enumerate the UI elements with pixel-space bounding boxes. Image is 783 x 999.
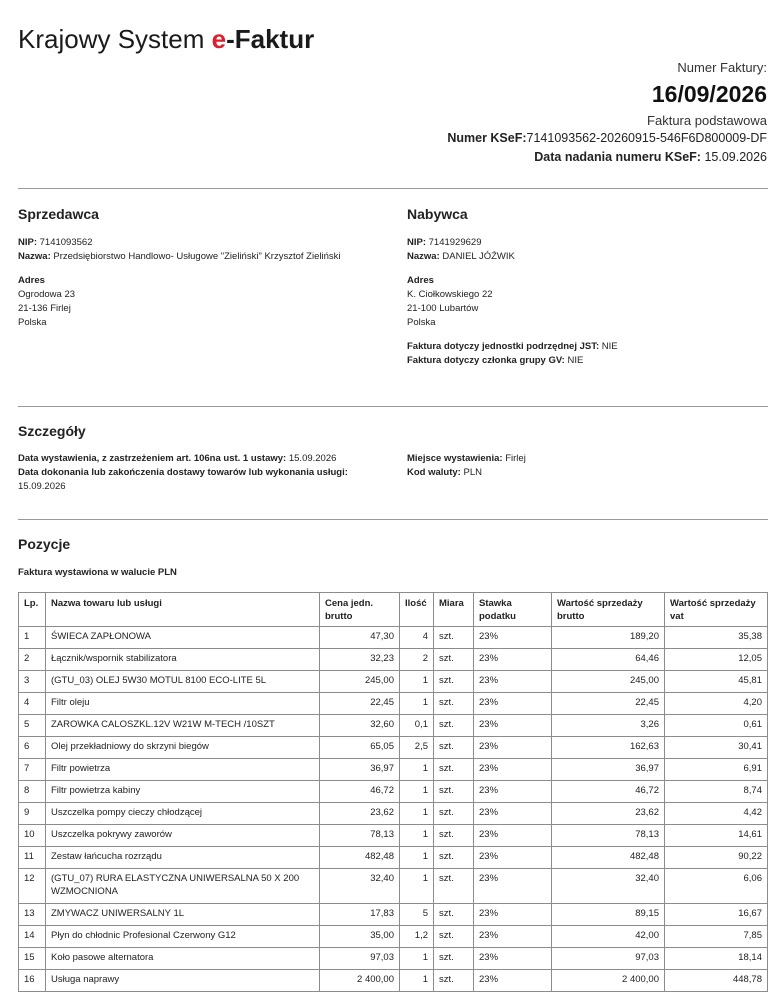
divider — [18, 406, 768, 407]
unit: szt. — [434, 926, 474, 948]
buyer-address-line3: Polska — [407, 317, 436, 328]
tax-rate: 23% — [474, 759, 552, 781]
ksef-date-label: Data nadania numeru KSeF: — [534, 150, 701, 164]
gross-value: 189,20 — [552, 627, 665, 649]
buyer-jst-row — [407, 340, 767, 354]
unit-price: 482,48 — [320, 847, 400, 869]
tax-rate: 23% — [474, 737, 552, 759]
quantity: 1 — [400, 803, 434, 825]
buyer-name: DANIEL JÓŹWIK — [442, 251, 515, 262]
item-name: Filtr powietrza kabiny — [46, 781, 320, 803]
buyer-gv-value: NIE — [567, 355, 584, 366]
row-number: 6 — [19, 737, 46, 759]
vat-value: 35,38 — [665, 627, 768, 649]
table-row — [19, 847, 768, 869]
vat-value: 14,61 — [665, 825, 768, 847]
table-row — [19, 693, 768, 715]
row-number: 14 — [19, 926, 46, 948]
currency-value: PLN — [463, 467, 482, 478]
seller-nip-row — [18, 236, 388, 250]
issue-date-label: Data wystawienia, z zastrzeżeniem art. 106na ust. 1 ustawy: — [18, 453, 287, 464]
row-number: 16 — [19, 970, 46, 992]
quantity: 2,5 — [400, 737, 434, 759]
item-name: Usługa naprawy — [46, 970, 320, 992]
seller-nip-label: NIP: — [18, 237, 37, 248]
row-number: 11 — [19, 847, 46, 869]
tax-rate: 23% — [474, 693, 552, 715]
buyer-gv-label: Faktura dotyczy członka grupy GV: — [407, 355, 565, 366]
item-name: Płyn do chłodnic Profesional Czerwony G12 — [46, 926, 320, 948]
item-name: Filtr oleju — [46, 693, 320, 715]
unit: szt. — [434, 781, 474, 803]
col-header: Wartość sprzedaży vat — [665, 593, 768, 627]
col-header: Cena jedn. brutto — [320, 593, 400, 627]
unit: szt. — [434, 948, 474, 970]
tax-rate: 23% — [474, 904, 552, 926]
unit-price: 17,83 — [320, 904, 400, 926]
unit-price: 22,45 — [320, 693, 400, 715]
unit: szt. — [434, 737, 474, 759]
ksef-date-row — [447, 148, 767, 167]
row-number: 2 — [19, 649, 46, 671]
place-value: Firlej — [505, 453, 526, 464]
brand-e: e — [211, 24, 227, 54]
quantity: 1 — [400, 781, 434, 803]
item-name: Uszczelka pompy cieczy chłodzącej — [46, 803, 320, 825]
buyer-jst-value: NIE — [601, 341, 618, 352]
issue-date-row — [18, 452, 368, 466]
unit: szt. — [434, 847, 474, 869]
unit-price: 32,23 — [320, 649, 400, 671]
item-name: Olej przekładniowy do skrzyni biegów — [46, 737, 320, 759]
vat-value: 8,74 — [665, 781, 768, 803]
unit-price: 36,97 — [320, 759, 400, 781]
row-number: 7 — [19, 759, 46, 781]
row-number: 8 — [19, 781, 46, 803]
table-row — [19, 825, 768, 847]
table-row — [19, 948, 768, 970]
unit-price: 23,62 — [320, 803, 400, 825]
item-name: ŚWIECA ZAPŁONOWA — [46, 627, 320, 649]
vat-value: 18,14 — [665, 948, 768, 970]
delivery-date: 15.09.2026 — [18, 481, 66, 492]
gross-value: 2 400,00 — [552, 970, 665, 992]
gross-value: 245,00 — [552, 671, 665, 693]
unit-price: 97,03 — [320, 948, 400, 970]
currency-row — [407, 466, 767, 480]
unit: szt. — [434, 904, 474, 926]
vat-value: 16,67 — [665, 904, 768, 926]
table-row — [19, 671, 768, 693]
currency-label: Kod waluty: — [407, 467, 461, 478]
buyer-address-line2: 21-100 Lubartów — [407, 303, 479, 314]
item-name: ZAROWKA CALOSZKL.12V W21W M-TECH /10SZT — [46, 715, 320, 737]
tax-rate: 23% — [474, 869, 552, 904]
brand-part2: -Faktur — [226, 24, 315, 54]
unit: szt. — [434, 715, 474, 737]
seller-nip: 7141093562 — [39, 237, 93, 248]
row-number: 3 — [19, 671, 46, 693]
table-row — [19, 926, 768, 948]
ksef-label: Numer KSeF: — [447, 131, 527, 145]
table-header-row — [19, 593, 768, 627]
buyer-nip-label: NIP: — [407, 237, 426, 248]
buyer-nip: 7141929629 — [428, 237, 482, 248]
item-name: Koło pasowe alternatora — [46, 948, 320, 970]
buyer-heading: Nabywca — [407, 206, 468, 222]
gross-value: 46,72 — [552, 781, 665, 803]
row-number: 12 — [19, 869, 46, 904]
seller-name-label: Nazwa: — [18, 251, 51, 262]
tax-rate: 23% — [474, 671, 552, 693]
invoice-number-label: Numer Faktury: — [677, 60, 767, 75]
tax-rate: 23% — [474, 715, 552, 737]
item-name: (GTU_07) RURA ELASTYCZNA UNIWERSALNA 50 X 200 WZMOCNIONA — [46, 869, 320, 904]
tax-rate: 23% — [474, 970, 552, 992]
unit: szt. — [434, 693, 474, 715]
tax-rate: 23% — [474, 948, 552, 970]
unit: szt. — [434, 649, 474, 671]
buyer-name-row — [407, 250, 767, 264]
ksef-date: 15.09.2026 — [704, 150, 767, 164]
table-row — [19, 869, 768, 904]
quantity: 1 — [400, 671, 434, 693]
positions-table-body — [19, 627, 768, 992]
delivery-date-label: Data dokonania lub zakończenia dostawy towarów lub wykonania usługi: — [18, 467, 348, 478]
quantity: 1 — [400, 970, 434, 992]
unit-price: 32,60 — [320, 715, 400, 737]
item-name: Uszczelka pokrywy zaworów — [46, 825, 320, 847]
unit-price: 65,05 — [320, 737, 400, 759]
brand-part1: Krajowy System — [18, 24, 212, 54]
gross-value: 42,00 — [552, 926, 665, 948]
table-row — [19, 803, 768, 825]
item-name: Łącznik/wspornik stabilizatora — [46, 649, 320, 671]
quantity: 1 — [400, 693, 434, 715]
invoice-type: Faktura podstawowa — [647, 113, 767, 128]
vat-value: 0,61 — [665, 715, 768, 737]
table-row — [19, 649, 768, 671]
vat-value: 4,20 — [665, 693, 768, 715]
unit-price: 78,13 — [320, 825, 400, 847]
unit: szt. — [434, 869, 474, 904]
quantity: 4 — [400, 627, 434, 649]
currency-note: Faktura wystawiona w walucie PLN — [18, 567, 177, 578]
invoice-number: 16/09/2026 — [651, 81, 767, 107]
unit: szt. — [434, 671, 474, 693]
divider — [18, 188, 768, 189]
col-header: Nazwa towaru lub usługi — [46, 593, 320, 627]
gross-value: 89,15 — [552, 904, 665, 926]
table-row — [19, 759, 768, 781]
divider — [18, 519, 768, 520]
vat-value: 45,81 — [665, 671, 768, 693]
unit: szt. — [434, 970, 474, 992]
delivery-date-row — [18, 466, 368, 494]
row-number: 15 — [19, 948, 46, 970]
gross-value: 64,46 — [552, 649, 665, 671]
ksef-number-row — [447, 129, 767, 148]
tax-rate: 23% — [474, 781, 552, 803]
item-name: Zestaw łańcucha rozrządu — [46, 847, 320, 869]
buyer-jst-label: Faktura dotyczy jednostki podrzędnej JST: — [407, 341, 600, 352]
seller-address-label: Adres — [18, 275, 45, 286]
seller-name-row — [18, 250, 388, 264]
item-name: (GTU_03) OLEJ 5W30 MOTUL 8100 ECO-LITE 5L — [46, 671, 320, 693]
col-header: Stawka podatku — [474, 593, 552, 627]
quantity: 1 — [400, 847, 434, 869]
vat-value: 30,41 — [665, 737, 768, 759]
unit-price: 245,00 — [320, 671, 400, 693]
place-row — [407, 452, 767, 466]
quantity: 1 — [400, 869, 434, 904]
unit-price: 2 400,00 — [320, 970, 400, 992]
vat-value: 6,91 — [665, 759, 768, 781]
positions-heading: Pozycje — [18, 536, 71, 552]
gross-value: 78,13 — [552, 825, 665, 847]
table-row — [19, 970, 768, 992]
vat-value: 448,78 — [665, 970, 768, 992]
quantity: 0,1 — [400, 715, 434, 737]
table-row — [19, 781, 768, 803]
positions-table — [18, 592, 768, 992]
row-number: 4 — [19, 693, 46, 715]
details-dates — [18, 452, 368, 494]
seller-block — [18, 236, 388, 330]
unit: szt. — [434, 627, 474, 649]
quantity: 1 — [400, 948, 434, 970]
buyer-address-label: Adres — [407, 275, 434, 286]
tax-rate: 23% — [474, 627, 552, 649]
row-number: 5 — [19, 715, 46, 737]
tax-rate: 23% — [474, 926, 552, 948]
gross-value: 23,62 — [552, 803, 665, 825]
place-label: Miejsce wystawienia: — [407, 453, 503, 464]
col-header: Lp. — [19, 593, 46, 627]
gross-value: 482,48 — [552, 847, 665, 869]
vat-value: 90,22 — [665, 847, 768, 869]
gross-value: 22,45 — [552, 693, 665, 715]
tax-rate: 23% — [474, 825, 552, 847]
row-number: 1 — [19, 627, 46, 649]
gross-value: 3,26 — [552, 715, 665, 737]
quantity: 1,2 — [400, 926, 434, 948]
gross-value: 97,03 — [552, 948, 665, 970]
row-number: 9 — [19, 803, 46, 825]
unit-price: 46,72 — [320, 781, 400, 803]
row-number: 10 — [19, 825, 46, 847]
details-heading: Szczegóły — [18, 423, 86, 439]
unit-price: 32,40 — [320, 869, 400, 904]
vat-value: 7,85 — [665, 926, 768, 948]
app-logo — [18, 24, 314, 55]
ksef-number: 7141093562-20260915-546F6D800009-DF — [526, 131, 767, 145]
vat-value: 6,06 — [665, 869, 768, 904]
table-row — [19, 715, 768, 737]
col-header: Miara — [434, 593, 474, 627]
seller-address-line3: Polska — [18, 317, 47, 328]
vat-value: 12,05 — [665, 649, 768, 671]
buyer-name-label: Nazwa: — [407, 251, 440, 262]
gross-value: 32,40 — [552, 869, 665, 904]
details-place — [407, 452, 767, 480]
item-name: Filtr powietrza — [46, 759, 320, 781]
buyer-nip-row — [407, 236, 767, 250]
buyer-address-line1: K. Ciołkowskiego 22 — [407, 289, 493, 300]
quantity: 1 — [400, 759, 434, 781]
unit: szt. — [434, 803, 474, 825]
table-row — [19, 737, 768, 759]
gross-value: 36,97 — [552, 759, 665, 781]
quantity: 1 — [400, 825, 434, 847]
issue-date: 15.09.2026 — [288, 453, 337, 464]
quantity: 2 — [400, 649, 434, 671]
seller-address-line2: 21-136 Firlej — [18, 303, 71, 314]
vat-value: 4,42 — [665, 803, 768, 825]
seller-address-line1: Ogrodowa 23 — [18, 289, 76, 300]
tax-rate: 23% — [474, 803, 552, 825]
buyer-block — [407, 236, 767, 368]
item-name: ZMYWACZ UNIWERSALNY 1L — [46, 904, 320, 926]
invoice-header — [447, 60, 767, 167]
tax-rate: 23% — [474, 847, 552, 869]
unit: szt. — [434, 759, 474, 781]
gross-value: 162,63 — [552, 737, 665, 759]
unit-price: 35,00 — [320, 926, 400, 948]
buyer-gv-row — [407, 354, 767, 368]
col-header: Ilość — [400, 593, 434, 627]
seller-name: Przedsiębiorstwo Handlowo- Usługowe "Zieliński" Krzysztof Zieliński — [53, 251, 341, 262]
unit: szt. — [434, 825, 474, 847]
table-row — [19, 627, 768, 649]
row-number: 13 — [19, 904, 46, 926]
tax-rate: 23% — [474, 649, 552, 671]
seller-heading: Sprzedawca — [18, 206, 99, 222]
unit-price: 47,30 — [320, 627, 400, 649]
col-header: Wartość sprzedaży brutto — [552, 593, 665, 627]
quantity: 5 — [400, 904, 434, 926]
table-row — [19, 904, 768, 926]
